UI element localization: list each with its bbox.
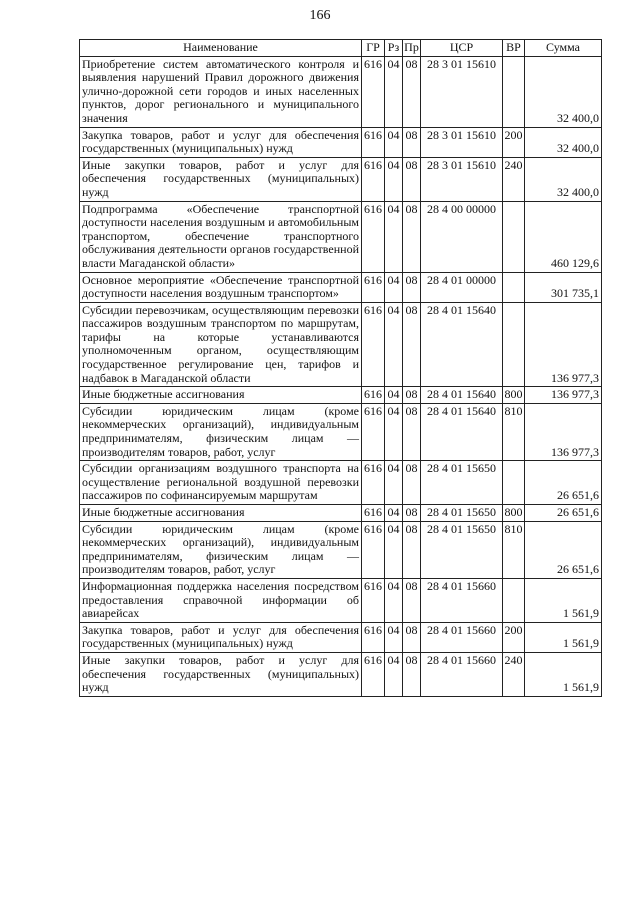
cell-csr: 28 4 01 15650	[421, 461, 503, 505]
cell-gr: 616	[362, 505, 385, 522]
header-pr: Пр	[403, 40, 421, 57]
cell-rz: 04	[385, 272, 403, 302]
cell-vr	[503, 302, 525, 387]
budget-table	[79, 39, 602, 697]
cell-name: Закупка товаров, работ и услуг для обеспечения государственных (муниципальных) нужд	[80, 127, 362, 157]
header-rz: Рз	[385, 40, 403, 57]
cell-pr: 08	[403, 302, 421, 387]
cell-csr: 28 3 01 15610	[421, 127, 503, 157]
cell-gr: 616	[362, 622, 385, 652]
cell-pr: 08	[403, 56, 421, 127]
cell-rz: 04	[385, 652, 403, 696]
cell-sum: 1 561,9	[525, 622, 602, 652]
cell-csr: 28 4 01 15640	[421, 387, 503, 404]
cell-pr: 08	[403, 652, 421, 696]
cell-rz: 04	[385, 622, 403, 652]
cell-pr: 08	[403, 272, 421, 302]
cell-pr: 08	[403, 157, 421, 201]
cell-sum: 136 977,3	[525, 302, 602, 387]
cell-pr: 08	[403, 127, 421, 157]
cell-sum: 32 400,0	[525, 56, 602, 127]
header-name: Наименование	[80, 40, 362, 57]
cell-csr: 28 3 01 15610	[421, 157, 503, 201]
cell-rz: 04	[385, 521, 403, 578]
cell-pr: 08	[403, 578, 421, 622]
table-row	[80, 578, 602, 622]
header-sum: Сумма	[525, 40, 602, 57]
table-row	[80, 461, 602, 505]
cell-csr: 28 4 00 00000	[421, 201, 503, 272]
cell-gr: 616	[362, 387, 385, 404]
cell-pr: 08	[403, 521, 421, 578]
cell-name: Субсидии перевозчикам, осуществляющим перевозки пассажиров воздушным транспортом по маршрутам, тарифы на которые устанавливаются уполномоченным органом, осуществляющим государственное регулирование цен, тарифов и надбавок в Магаданской области	[80, 302, 362, 387]
table-row	[80, 622, 602, 652]
cell-name: Приобретение систем автоматического контроля и выявления нарушений Правил дорожного движения улично-дорожной сети городов и иных населенных пунктов, дорог регионального и муниципального значения	[80, 56, 362, 127]
cell-sum: 32 400,0	[525, 157, 602, 201]
cell-gr: 616	[362, 578, 385, 622]
cell-name: Субсидии юридическим лицам (кроме некоммерческих организаций), индивидуальным предпринимателям, физическим лицам — производителям товаров, работ, услуг	[80, 403, 362, 460]
header-csr: ЦСР	[421, 40, 503, 57]
cell-name: Подпрограмма «Обеспечение транспортной доступности населения воздушным и автомобильным транспортом, обеспечение транспортного обслуживания деятельности органов государственной власти Магаданской области»	[80, 201, 362, 272]
cell-gr: 616	[362, 461, 385, 505]
cell-rz: 04	[385, 578, 403, 622]
header-vr: ВР	[503, 40, 525, 57]
cell-name: Информационная поддержка населения посредством предоставления справочной информации об авиарейсах	[80, 578, 362, 622]
cell-pr: 08	[403, 461, 421, 505]
cell-sum: 301 735,1	[525, 272, 602, 302]
table-row	[80, 201, 602, 272]
cell-sum: 136 977,3	[525, 403, 602, 460]
cell-name: Иные бюджетные ассигнования	[80, 505, 362, 522]
table-row	[80, 505, 602, 522]
cell-gr: 616	[362, 403, 385, 460]
cell-csr: 28 3 01 15610	[421, 56, 503, 127]
table-row	[80, 127, 602, 157]
cell-pr: 08	[403, 622, 421, 652]
cell-rz: 04	[385, 201, 403, 272]
cell-csr: 28 4 01 00000	[421, 272, 503, 302]
cell-gr: 616	[362, 127, 385, 157]
cell-gr: 616	[362, 652, 385, 696]
cell-gr: 616	[362, 56, 385, 127]
cell-name: Закупка товаров, работ и услуг для обеспечения государственных (муниципальных) нужд	[80, 622, 362, 652]
table-header-row	[80, 40, 602, 57]
cell-rz: 04	[385, 403, 403, 460]
cell-vr: 810	[503, 403, 525, 460]
cell-vr: 200	[503, 622, 525, 652]
cell-vr	[503, 56, 525, 127]
cell-sum: 136 977,3	[525, 387, 602, 404]
cell-pr: 08	[403, 505, 421, 522]
cell-csr: 28 4 01 15660	[421, 622, 503, 652]
cell-rz: 04	[385, 505, 403, 522]
table-row	[80, 56, 602, 127]
cell-gr: 616	[362, 157, 385, 201]
cell-csr: 28 4 01 15650	[421, 505, 503, 522]
cell-vr	[503, 272, 525, 302]
cell-rz: 04	[385, 302, 403, 387]
cell-csr: 28 4 01 15640	[421, 302, 503, 387]
cell-pr: 08	[403, 387, 421, 404]
cell-pr: 08	[403, 403, 421, 460]
cell-name: Субсидии юридическим лицам (кроме некоммерческих организаций), индивидуальным предпринимателям, физическим лицам — производителям товаров, работ, услуг	[80, 521, 362, 578]
cell-csr: 28 4 01 15660	[421, 578, 503, 622]
table-row	[80, 387, 602, 404]
cell-name: Иные закупки товаров, работ и услуг для обеспечения государственных (муниципальных) нужд	[80, 157, 362, 201]
cell-rz: 04	[385, 127, 403, 157]
cell-name: Основное мероприятие «Обеспечение транспортной доступности населения воздушным транспортом»	[80, 272, 362, 302]
cell-gr: 616	[362, 521, 385, 578]
page-number: 166	[309, 8, 331, 23]
table-row	[80, 157, 602, 201]
cell-name: Субсидии организациям воздушного транспорта на осуществление региональной воздушной перевозки пассажиров по софинансируемым маршрутам	[80, 461, 362, 505]
table-row	[80, 272, 602, 302]
cell-sum: 32 400,0	[525, 127, 602, 157]
cell-sum: 26 651,6	[525, 521, 602, 578]
cell-sum: 26 651,6	[525, 461, 602, 505]
cell-csr: 28 4 01 15640	[421, 403, 503, 460]
cell-csr: 28 4 01 15650	[421, 521, 503, 578]
table-row	[80, 302, 602, 387]
cell-gr: 616	[362, 302, 385, 387]
cell-gr: 616	[362, 272, 385, 302]
cell-sum: 460 129,6	[525, 201, 602, 272]
cell-vr	[503, 201, 525, 272]
cell-name: Иные закупки товаров, работ и услуг для обеспечения государственных (муниципальных) нужд	[80, 652, 362, 696]
table-row	[80, 521, 602, 578]
cell-gr: 616	[362, 201, 385, 272]
table-row	[80, 652, 602, 696]
cell-sum: 1 561,9	[525, 578, 602, 622]
cell-rz: 04	[385, 157, 403, 201]
cell-vr	[503, 461, 525, 505]
table-row	[80, 403, 602, 460]
cell-sum: 26 651,6	[525, 505, 602, 522]
cell-csr: 28 4 01 15660	[421, 652, 503, 696]
header-gr: ГР	[362, 40, 385, 57]
cell-vr: 800	[503, 505, 525, 522]
cell-vr: 240	[503, 652, 525, 696]
cell-pr: 08	[403, 201, 421, 272]
cell-vr: 810	[503, 521, 525, 578]
cell-sum: 1 561,9	[525, 652, 602, 696]
cell-vr: 200	[503, 127, 525, 157]
cell-rz: 04	[385, 56, 403, 127]
cell-name: Иные бюджетные ассигнования	[80, 387, 362, 404]
cell-rz: 04	[385, 387, 403, 404]
cell-vr	[503, 578, 525, 622]
cell-rz: 04	[385, 461, 403, 505]
cell-vr: 800	[503, 387, 525, 404]
cell-vr: 240	[503, 157, 525, 201]
